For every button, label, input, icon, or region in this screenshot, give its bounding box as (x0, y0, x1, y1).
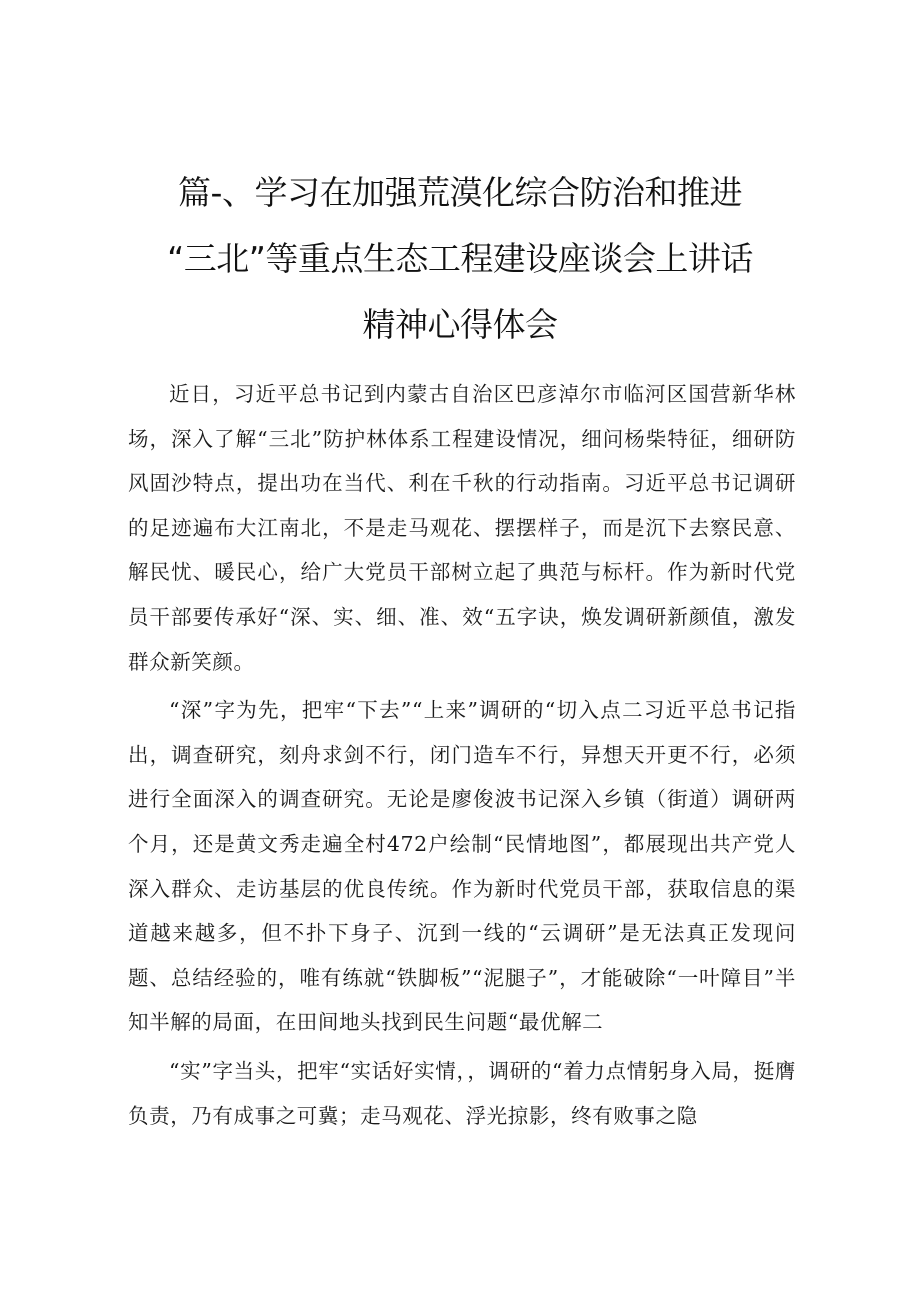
document-body (128, 372, 796, 1143)
paragraph-shi: “实”字当头，把牢“实话好实情，，调研的“着力点情躬身入局，挺膺负责，乃有成事之可冀；走马观花、浮光掠影，终有败事之隐 (128, 1058, 796, 1128)
title-line-1: 篇-、学习在加强荒漠化综合防治和推进 (178, 173, 742, 212)
title-line-2: “三北”等重点生态工程建设座谈会上讲话 (167, 239, 753, 278)
title-line-3: 精神心得体会 (362, 305, 558, 344)
document-title (120, 160, 800, 358)
paragraph-intro: 近日，习近平总书记到内蒙古自治区巴彦淖尔市临河区国营新华林场，深入了解“三北”防护林体系工程建设情况，细问杨柴特征，细研防风固沙特点，提出功在当代、利在千秋的行动指南。习近平总书记调研的足迹遍布大江南北，不是走马观花、摆摆样子，而是沉下去察民意、解民忧、暖民心，给广大党员干部树立起了典范与标杆。作为新时代党员干部要传承好“深、实、细、准、效“五字诀，焕发调研新颜值，激发群众新笑颜。 (128, 382, 796, 674)
paragraph-shen: “深”字为先，把牢“下去”“上来”调研的“切入点二习近平总书记指出，调查研究，刻舟求剑不行，闭门造车不行，异想天开更不行，必须进行全面深入的调查研究。无论是廖俊波书记深入乡镇（街道）调研两个月，还是黄文秀走遍全村472户绘制“民情地图”，都展现出共产党人深入群众、走访基层的优良传统。作为新时代党员干部，获取信息的渠道越来越多，但不扑下身子、沉到一线的“云调研”是无法真正发现问题、总结经验的，唯有练就“铁脚板”“泥腿子”，才能破除“一叶障目”半知半解的局面，在田间地头找到民生问题“最优解二 (128, 698, 796, 1035)
